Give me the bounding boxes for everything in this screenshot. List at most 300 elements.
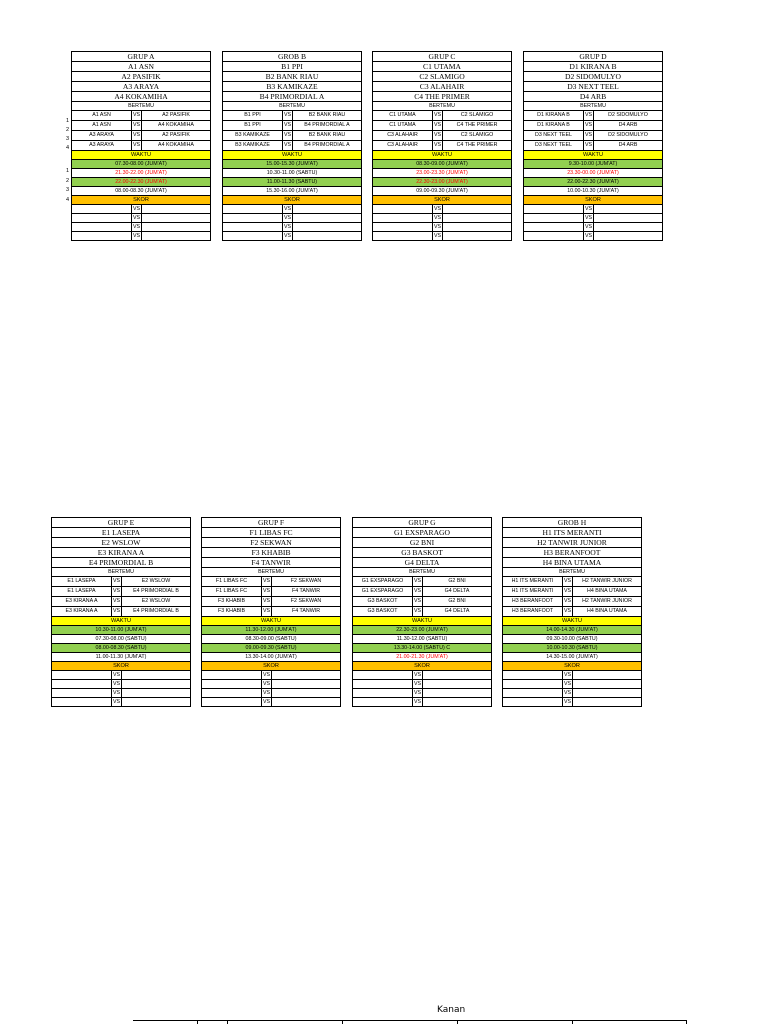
home-score-cell	[52, 689, 112, 698]
away-score-cell	[122, 698, 191, 707]
matchup-row	[503, 607, 642, 617]
match-time: 11.30-12.00 (JUM'AT)	[202, 626, 341, 635]
matchup-row	[72, 141, 211, 151]
vs-label: VS	[112, 672, 121, 678]
score-row	[524, 214, 663, 223]
team-name: D4 ARB	[524, 92, 663, 102]
team-name: F2 SEKWAN	[202, 538, 341, 548]
vs-label: VS	[112, 607, 122, 617]
team-name: C2 SLAMIGO	[373, 72, 512, 82]
skor-header: SKOR	[524, 196, 663, 205]
team-name: A1 ASN	[72, 62, 211, 72]
home-team: C1 UTAMA	[373, 111, 433, 121]
matchup-row	[202, 597, 341, 607]
home-team: E3 KIRANA A	[52, 607, 112, 617]
score-row	[72, 223, 211, 232]
matchup-header: BERTEMU	[52, 568, 191, 577]
away-team: G2 BNI	[423, 597, 492, 607]
matchup-row	[202, 577, 341, 587]
home-score-cell	[223, 205, 283, 214]
matchup-row	[503, 597, 642, 607]
away-team: A2 PASIFIK	[142, 111, 211, 121]
home-score-cell	[353, 689, 413, 698]
score-row	[353, 689, 492, 698]
team-name: G4 DELTA	[353, 558, 492, 568]
team-name: F4 TANWIR	[202, 558, 341, 568]
matchup-row	[524, 141, 663, 151]
footer-label: Kanan	[437, 1005, 466, 1015]
away-score-cell	[423, 671, 492, 680]
vs-label: VS	[112, 587, 122, 597]
vs-label: VS	[563, 587, 573, 597]
home-score-cell	[524, 205, 584, 214]
group-title: GRUP A	[72, 52, 211, 62]
team-name: D1 KIRANA B	[524, 62, 663, 72]
vs-label: VS	[132, 206, 141, 212]
away-team: G4 DELTA	[423, 587, 492, 597]
away-team: H4 BINA UTAMA	[573, 587, 642, 597]
away-team: D2 SIDOMULYO	[594, 111, 663, 121]
waktu-header: WAKTU	[52, 617, 191, 626]
home-team: B1 PPI	[223, 111, 283, 121]
vs-label: VS	[563, 597, 573, 607]
matchup-row	[202, 587, 341, 597]
footer-table-edge	[133, 1020, 686, 1025]
score-row	[72, 214, 211, 223]
waktu-header: WAKTU	[223, 151, 362, 160]
score-row	[223, 232, 362, 241]
home-team: H3 BERANFOOT	[503, 607, 563, 617]
vs-label: VS	[413, 587, 423, 597]
vs-label: VS	[283, 215, 292, 221]
away-score-cell	[594, 214, 663, 223]
waktu-header: WAKTU	[524, 151, 663, 160]
team-name: G1 EXSPARAGO	[353, 528, 492, 538]
home-score-cell	[72, 223, 132, 232]
match-time: 9.30-10.00 (JUM'AT)	[524, 160, 663, 169]
vs-label: VS	[584, 224, 593, 230]
vs-label: VS	[413, 577, 423, 587]
away-score-cell	[423, 689, 492, 698]
match-time: 11.00-11.30 (SABTU)	[223, 178, 362, 187]
vs-label: VS	[433, 224, 442, 230]
team-name: A2 PASIFIK	[72, 72, 211, 82]
row-number: 1	[65, 118, 69, 124]
team-name: A3 ARAYA	[72, 82, 211, 92]
away-score-cell	[122, 689, 191, 698]
score-row	[202, 671, 341, 680]
match-time: 09.00-09.30 (SABTU)	[202, 644, 341, 653]
away-score-cell	[594, 232, 663, 241]
matchup-row	[72, 121, 211, 131]
home-score-cell	[373, 232, 433, 241]
score-row	[353, 698, 492, 707]
vs-label: VS	[433, 206, 442, 212]
group-table-a	[71, 51, 210, 241]
home-score-cell	[353, 671, 413, 680]
matchup-row	[373, 111, 512, 121]
away-team: F2 SEKWAN	[272, 577, 341, 587]
matchup-row	[202, 607, 341, 617]
match-time: 08.00-08.30 (JUM'AT)	[72, 187, 211, 196]
away-team: E2 WSLOW	[122, 577, 191, 587]
matchup-row	[52, 577, 191, 587]
skor-header: SKOR	[503, 662, 642, 671]
vs-label: VS	[584, 131, 594, 141]
match-time: 14.30-15.00 (JUM'AT)	[503, 653, 642, 662]
home-score-cell	[202, 680, 262, 689]
vs-label: VS	[433, 131, 443, 141]
home-team: A1 ASN	[72, 121, 132, 131]
vs-label: VS	[413, 597, 423, 607]
team-name: H1 ITS MERANTI	[503, 528, 642, 538]
vs-label: VS	[584, 206, 593, 212]
skor-header: SKOR	[353, 662, 492, 671]
row-number: 4	[65, 197, 69, 203]
away-team: C2 SLAMIGO	[443, 111, 512, 121]
team-name: B4 PRIMORDIAL A	[223, 92, 362, 102]
match-time: 22.30-23.00 (JUM'AT)	[373, 178, 512, 187]
home-score-cell	[373, 214, 433, 223]
away-score-cell	[443, 223, 512, 232]
team-name: E1 LASEPA	[52, 528, 191, 538]
away-team: G2 BNI	[423, 577, 492, 587]
vs-label: VS	[262, 690, 271, 696]
score-row	[524, 205, 663, 214]
home-score-cell	[503, 689, 563, 698]
matchup-header: BERTEMU	[524, 102, 663, 111]
away-score-cell	[443, 205, 512, 214]
away-team: D2 SIDOMULYO	[594, 131, 663, 141]
home-score-cell	[72, 214, 132, 223]
away-team: E4 PRIMORDIAL B	[122, 607, 191, 617]
away-team: E4 PRIMORDIAL B	[122, 587, 191, 597]
home-team: C1 UTAMA	[373, 121, 433, 131]
vs-label: VS	[563, 681, 572, 687]
home-score-cell	[524, 214, 584, 223]
group-table-h	[502, 517, 641, 707]
vs-label: VS	[262, 587, 272, 597]
match-time: 22.00-22.30 (JUM'AT)	[72, 178, 211, 187]
home-team: A1 ASN	[72, 111, 132, 121]
score-row	[503, 671, 642, 680]
group-title: GROB B	[223, 52, 362, 62]
home-score-cell	[353, 698, 413, 707]
footer-column-divider	[227, 1020, 228, 1024]
score-row	[202, 689, 341, 698]
away-score-cell	[594, 205, 663, 214]
away-team: C4 THE PRIMER	[443, 141, 512, 151]
row-number: 2	[65, 127, 69, 133]
home-team: B1 PPI	[223, 121, 283, 131]
team-name: E3 KIRANA A	[52, 548, 191, 558]
match-time: 10.00-10.30 (SABTU)	[503, 644, 642, 653]
group-title: GRUP D	[524, 52, 663, 62]
home-score-cell	[52, 680, 112, 689]
vs-label: VS	[563, 672, 572, 678]
home-score-cell	[52, 698, 112, 707]
match-time: 23.00-23.30 (JUM'AT)	[373, 169, 512, 178]
away-score-cell	[573, 689, 642, 698]
match-time: 22.00-22.30 (JUM'AT)	[524, 178, 663, 187]
team-name: H4 BINA UTAMA	[503, 558, 642, 568]
vs-label: VS	[132, 215, 141, 221]
home-score-cell	[52, 671, 112, 680]
match-time: 11.00-11.30 (JUM'AT)	[52, 653, 191, 662]
matchup-row	[52, 587, 191, 597]
match-time: 23.30-00.00 (JUM'AT)	[524, 169, 663, 178]
away-score-cell	[122, 680, 191, 689]
waktu-header: WAKTU	[373, 151, 512, 160]
away-score-cell	[272, 680, 341, 689]
score-row	[72, 205, 211, 214]
matchup-row	[373, 141, 512, 151]
away-team: B4 PRIMORDIAL A	[293, 141, 362, 151]
home-score-cell	[223, 214, 283, 223]
vs-label: VS	[584, 141, 594, 151]
home-team: H1 ITS MERANTI	[503, 577, 563, 587]
away-score-cell	[573, 680, 642, 689]
vs-label: VS	[413, 699, 422, 705]
away-team: F4 TANWIR	[272, 587, 341, 597]
team-name: G2 BNI	[353, 538, 492, 548]
home-team: F1 LIBAS FC	[202, 587, 262, 597]
matchup-row	[223, 121, 362, 131]
away-team: A2 PASIFIK	[142, 131, 211, 141]
vs-label: VS	[283, 141, 293, 151]
vs-label: VS	[563, 607, 573, 617]
matchup-row	[353, 597, 492, 607]
vs-label: VS	[584, 121, 594, 131]
vs-label: VS	[132, 224, 141, 230]
footer-column-divider	[197, 1020, 198, 1024]
score-row	[373, 214, 512, 223]
score-row	[202, 698, 341, 707]
group-title: GRUP G	[353, 518, 492, 528]
matchup-row	[223, 111, 362, 121]
score-row	[223, 214, 362, 223]
vs-label: VS	[413, 607, 423, 617]
skor-header: SKOR	[373, 196, 512, 205]
row-number: 3	[65, 136, 69, 142]
team-name: H3 BERANFOOT	[503, 548, 642, 558]
vs-label: VS	[413, 672, 422, 678]
away-score-cell	[573, 698, 642, 707]
group-table-e	[51, 517, 190, 707]
matchup-row	[373, 131, 512, 141]
home-score-cell	[503, 671, 563, 680]
home-team: A3 ARAYA	[72, 131, 132, 141]
home-team: C3 ALAHAIR	[373, 131, 433, 141]
matchup-header: BERTEMU	[353, 568, 492, 577]
team-name: B2 BANK RIAU	[223, 72, 362, 82]
away-score-cell	[142, 214, 211, 223]
vs-label: VS	[433, 233, 442, 239]
away-team: F2 SEKWAN	[272, 597, 341, 607]
away-team: B2 BANK RIAU	[293, 111, 362, 121]
matchup-row	[72, 131, 211, 141]
home-score-cell	[72, 232, 132, 241]
home-team: D3 NEXT TEEL	[524, 131, 584, 141]
matchup-row	[524, 131, 663, 141]
footer-column-divider	[457, 1020, 458, 1024]
away-team: H2 TANWIR JUNIOR	[573, 577, 642, 587]
footer-column-divider	[572, 1020, 573, 1024]
away-team: D4 ARB	[594, 121, 663, 131]
vs-label: VS	[132, 131, 142, 141]
matchup-row	[503, 577, 642, 587]
score-row	[52, 698, 191, 707]
away-score-cell	[122, 671, 191, 680]
home-score-cell	[202, 698, 262, 707]
vs-label: VS	[433, 215, 442, 221]
home-team: H3 BERANFOOT	[503, 597, 563, 607]
vs-label: VS	[413, 690, 422, 696]
vs-label: VS	[433, 121, 443, 131]
score-row	[373, 205, 512, 214]
group-table-c	[372, 51, 511, 241]
skor-header: SKOR	[223, 196, 362, 205]
home-score-cell	[72, 205, 132, 214]
match-time: 22.30-23.00 (JUM'AT)	[353, 626, 492, 635]
home-score-cell	[524, 232, 584, 241]
score-row	[72, 232, 211, 241]
team-name: G3 BASKOT	[353, 548, 492, 558]
vs-label: VS	[112, 597, 122, 607]
group-table-f	[201, 517, 340, 707]
away-team: B2 BANK RIAU	[293, 131, 362, 141]
home-team: B3 KAMIKAZE	[223, 131, 283, 141]
home-team: E1 LASEPA	[52, 577, 112, 587]
matchup-row	[52, 597, 191, 607]
match-time: 09.30-10.00 (SABTU)	[503, 635, 642, 644]
team-name: B3 KAMIKAZE	[223, 82, 362, 92]
vs-label: VS	[132, 121, 142, 131]
vs-label: VS	[433, 141, 443, 151]
match-time: 10.30-11.00 (JUM'AT)	[52, 626, 191, 635]
vs-label: VS	[112, 577, 122, 587]
match-time: 15.00-15.30 (JUM'AT)	[223, 160, 362, 169]
away-score-cell	[293, 205, 362, 214]
home-team: G3 BASKOT	[353, 607, 413, 617]
score-row	[503, 689, 642, 698]
waktu-header: WAKTU	[503, 617, 642, 626]
group-table-g	[352, 517, 491, 707]
away-team: F4 TANWIR	[272, 607, 341, 617]
away-team: A4 KOKAMIHA	[142, 141, 211, 151]
group-title: GROB H	[503, 518, 642, 528]
vs-label: VS	[563, 699, 572, 705]
home-team: E1 LASEPA	[52, 587, 112, 597]
away-score-cell	[443, 232, 512, 241]
match-time: 11.30-12.00 (SABTU)	[353, 635, 492, 644]
team-name: D3 NEXT TEEL	[524, 82, 663, 92]
score-row	[353, 671, 492, 680]
skor-header: SKOR	[52, 662, 191, 671]
vs-label: VS	[283, 233, 292, 239]
match-time: 21.00-21.30 (JUM'AT)	[353, 653, 492, 662]
skor-header: SKOR	[72, 196, 211, 205]
matchup-row	[223, 131, 362, 141]
home-score-cell	[373, 205, 433, 214]
away-team: D4 ARB	[594, 141, 663, 151]
away-score-cell	[142, 205, 211, 214]
match-time: 13.30-14.00 (JUM'AT)	[202, 653, 341, 662]
score-row	[373, 223, 512, 232]
vs-label: VS	[112, 681, 121, 687]
vs-label: VS	[132, 233, 141, 239]
score-row	[373, 232, 512, 241]
team-name: F1 LIBAS FC	[202, 528, 341, 538]
team-name: C3 ALAHAIR	[373, 82, 512, 92]
away-team: H2 TANWIR JUNIOR	[573, 597, 642, 607]
vs-label: VS	[283, 224, 292, 230]
vs-label: VS	[262, 672, 271, 678]
match-time: 10.30-11.00 (SABTU)	[223, 169, 362, 178]
vs-label: VS	[262, 607, 272, 617]
score-row	[524, 223, 663, 232]
vs-label: VS	[132, 111, 142, 121]
home-score-cell	[202, 689, 262, 698]
team-name: C4 THE PRIMER	[373, 92, 512, 102]
match-time: 09.00-09.30 (JUM'AT)	[373, 187, 512, 196]
matchup-row	[72, 111, 211, 121]
score-row	[524, 232, 663, 241]
home-team: F3 KHABIB	[202, 597, 262, 607]
home-team: F3 KHABIB	[202, 607, 262, 617]
home-team: E3 KIRANA A	[52, 597, 112, 607]
home-score-cell	[223, 223, 283, 232]
matchup-row	[524, 121, 663, 131]
matchup-row	[223, 141, 362, 151]
home-team: D1 KIRANA B	[524, 111, 584, 121]
away-score-cell	[423, 698, 492, 707]
group-title: GRUP E	[52, 518, 191, 528]
vs-label: VS	[283, 121, 293, 131]
home-team: G1 EXSPARAGO	[353, 577, 413, 587]
home-score-cell	[202, 671, 262, 680]
group-title: GRUP F	[202, 518, 341, 528]
team-name: A4 KOKAMIHA	[72, 92, 211, 102]
matchup-row	[503, 587, 642, 597]
score-row	[503, 698, 642, 707]
matchup-row	[353, 607, 492, 617]
away-team: B4 PRIMORDIAL A	[293, 121, 362, 131]
away-score-cell	[443, 214, 512, 223]
team-name: E2 WSLOW	[52, 538, 191, 548]
match-time: 07.30-08.00 (JUM'AT)	[72, 160, 211, 169]
row-number: 1	[65, 168, 69, 174]
matchup-row	[524, 111, 663, 121]
team-name: D2 SIDOMULYO	[524, 72, 663, 82]
away-score-cell	[293, 232, 362, 241]
row-number: 2	[65, 178, 69, 184]
home-team: B3 KAMIKAZE	[223, 141, 283, 151]
group-table-b	[222, 51, 361, 241]
home-score-cell	[373, 223, 433, 232]
matchup-header: BERTEMU	[373, 102, 512, 111]
vs-label: VS	[283, 111, 293, 121]
vs-label: VS	[584, 233, 593, 239]
home-score-cell	[353, 680, 413, 689]
away-score-cell	[293, 214, 362, 223]
vs-label: VS	[262, 699, 271, 705]
vs-label: VS	[112, 690, 121, 696]
group-title: GRUP C	[373, 52, 512, 62]
match-time: 08.30-09.00 (JUM'AT)	[373, 160, 512, 169]
team-name: C1 UTAMA	[373, 62, 512, 72]
home-score-cell	[503, 680, 563, 689]
